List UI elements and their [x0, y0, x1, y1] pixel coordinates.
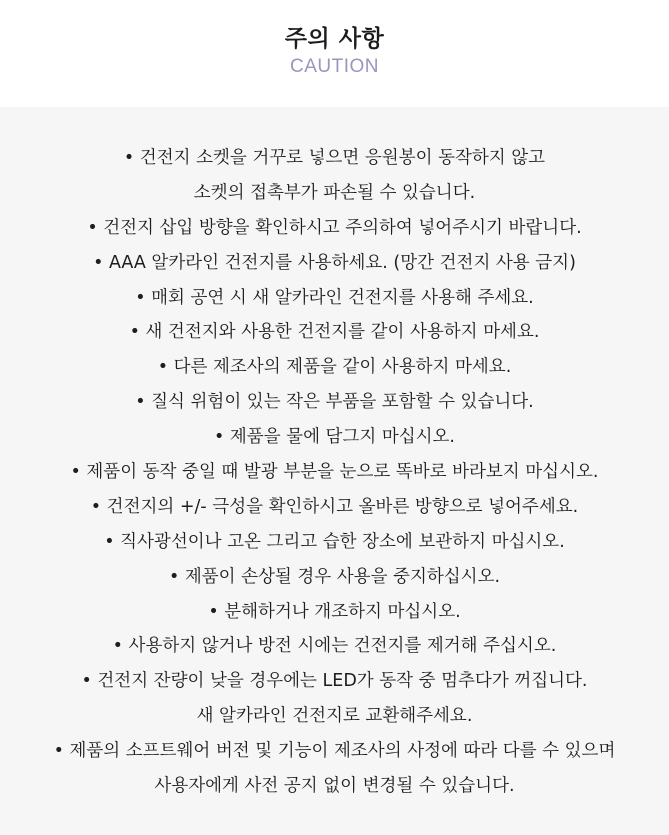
caution-line: • 질식 위험이 있는 작은 부품을 포함할 수 있습니다. — [135, 392, 534, 413]
caution-line: • 사용하지 않거나 방전 시에는 건전지를 제거해 주십시오. — [112, 636, 557, 657]
caution-line: • 분해하거나 개조하지 마십시오. — [208, 601, 461, 622]
caution-line: • 건전지의 +/- 극성을 확인하시고 올바른 방향으로 넣어주세요. — [90, 496, 579, 517]
caution-line: • 제품이 동작 중일 때 발광 부분을 눈으로 똑바로 바라보지 마십시오. — [70, 462, 599, 483]
caution-line: • 건전지 잔량이 낮을 경우에는 LED가 동작 중 멈추다가 꺼집니다. — [81, 671, 588, 692]
caution-list — [0, 107, 669, 835]
caution-line: • 건전지 삽입 방향을 확인하시고 주의하여 넣어주시기 바랍니다. — [87, 217, 582, 238]
caution-line: • 제품을 물에 담그지 마십시오. — [214, 427, 455, 448]
caution-header — [0, 0, 669, 107]
caution-line: • 다른 제조사의 제품을 같이 사용하지 마세요. — [157, 357, 512, 378]
caution-line: 소켓의 접촉부가 파손될 수 있습니다. — [193, 182, 476, 203]
caution-line: 새 알카라인 건전지로 교환해주세요. — [196, 706, 473, 727]
caution-line: • 제품이 손상될 경우 사용을 중지하십시오. — [168, 566, 501, 587]
caution-line: • 매회 공연 시 새 알카라인 건전지를 사용해 주세요. — [135, 287, 534, 308]
caution-line: • 직사광선이나 고온 그리고 습한 장소에 보관하지 마십시오. — [104, 531, 565, 552]
caution-line: • 건전지 소켓을 거꾸로 넣으면 응원봉이 동작하지 않고 — [123, 148, 546, 168]
page-title: 주의 사항 — [284, 26, 385, 52]
page-subtitle: CAUTION — [290, 56, 379, 77]
caution-line: • 제품의 소프트웨어 버전 및 기능이 제조사의 사정에 따라 다를 수 있으며 — [53, 741, 616, 762]
caution-line: • AAA 알카라인 건전지를 사용하세요. (망간 건전지 사용 금지) — [93, 252, 576, 273]
caution-line: 사용자에게 사전 공지 없이 변경될 수 있습니다. — [154, 776, 515, 797]
caution-line: • 새 건전지와 사용한 건전지를 같이 사용하지 마세요. — [129, 322, 540, 343]
